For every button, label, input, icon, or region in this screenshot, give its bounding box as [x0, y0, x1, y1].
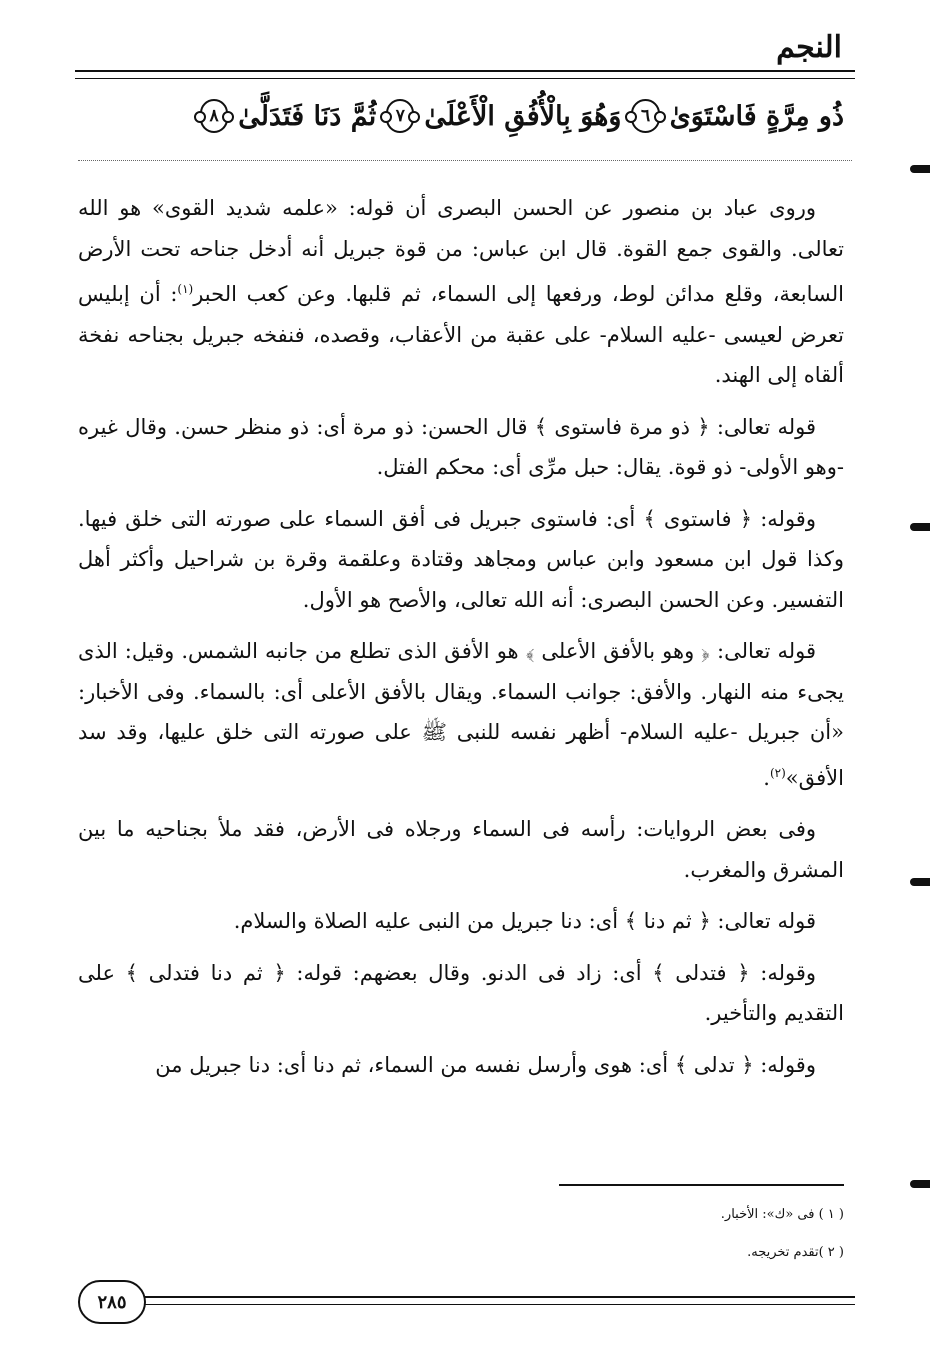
surah-title: النجم	[776, 30, 842, 65]
footnote-1: ( ١ ) فى «ك»: الأخبار.	[720, 1207, 844, 1222]
paragraph: قوله تعالى: ﴿ ذو مرة فاستوى ﴾ قال الحسن: ذو مرة أى: ذو منظر حسن. وقال غيره -وهو الأولى- ذو قوة. يقال: حبل مرِّى أى: محكم الفتل.	[78, 414, 844, 479]
header-rule	[75, 70, 855, 79]
page-number: ٢٨٥	[78, 1280, 146, 1324]
paragraph: وقوله: ﴿ تدلى ﴾ أى: هوى وأرسل نفسه من السماء، ثم دنا أى: دنا جبريل من	[155, 1052, 816, 1077]
paragraph: وفى بعض الروايات: رأسه فى السماء ورجلاه فى الأرض، فقد ملأ بجناحيه ما بين المشرق والمغرب.	[78, 817, 844, 882]
paragraph: وقوله: ﴿ فتدلى ﴾ أى: زاد فى الدنو. وقال بعضهم: قوله: ﴿ ثم دنا فتدلى ﴾ على التقديم والتأخير.	[78, 960, 844, 1025]
ayah-line	[200, 94, 844, 138]
footnote-2: ( ٢ )تقدم تخريجه.	[747, 1245, 844, 1260]
section-divider	[78, 160, 852, 161]
paragraph: وقوله: ﴿ فاستوى ﴾ أى: فاستوى جبريل فى أفق السماء على صورته التى خلق فيها. وكذا قول ابن مسعود وابن عباس ومجاهد وقتادة وعلقمة وقرة بن شراحيل وأكثر أهل التفسير. وعن الحسن البصرى: أنه الله تعالى، والأصح هو الأول.	[78, 506, 844, 612]
margin-mark	[910, 1180, 930, 1188]
ayah-text-6: ذُو مِرَّةٍ فَاسْتَوَىٰ	[669, 100, 844, 132]
paragraph	[78, 631, 844, 798]
margin-mark	[910, 165, 930, 173]
ayah-text-7: وَهُوَ بِالْأُفُقِ الْأَعْلَىٰ	[424, 100, 622, 132]
paragraph-text: .	[763, 765, 770, 790]
ayah-number-6: ٦	[631, 99, 659, 133]
margin-mark	[910, 878, 930, 886]
paragraph-text: قوله تعالى: ﴿ وهو بالأفق الأعلى ﴾ هو الأفق الذى تطلع من جانبه الشمس. وقيل: الذى يجىء منه النهار. والأفق: جوانب السماء. ويقال بالأفق الأعلى أى: بالسماء. وفى الأخبار: «أن جبريل -عليه السلام- أظهر نفسه للنبى ﷺ على صورته التى خلق عليها، وقد سد الأفق»	[78, 639, 844, 790]
footnote-rule	[559, 1184, 844, 1186]
paragraph-text: وروى عباد بن منصور عن الحسن البصرى أن قوله: «علمه شديد القوى» هو الله تعالى. والقوى جمع القوة. قال ابن عباس: من قوة جبريل أنه أدخل جناحه تحت الأرض السابعة، وقلع مدائن لوط، ورفعها إلى السماء، ثم قلبها. وعن كعب الحبر	[78, 196, 844, 306]
ayah-number-7: ٧	[386, 99, 414, 133]
ayah-number-8: ٨	[200, 99, 228, 133]
ayah-text-8: ثُمَّ دَنَا فَتَدَلَّىٰ	[238, 100, 377, 132]
margin-mark	[910, 523, 930, 531]
paragraph-text: : أن إبليس تعرض لعيسى -عليه السلام- على عقبة من الأعقاب، وقصده، فنفخه جبريل بجناحه نفخة ألقاه إلى الهند.	[78, 282, 844, 387]
footer-rule	[138, 1296, 855, 1305]
footnotes	[200, 1196, 844, 1272]
paragraph: قوله تعالى: ﴿ ثم دنا ﴾ أى: دنا جبريل من النبى عليه الصلاة والسلام.	[233, 909, 816, 933]
footnote-ref[interactable]: (٢)	[769, 765, 786, 780]
footnote-ref[interactable]: (١)	[177, 282, 194, 296]
paragraph	[78, 188, 844, 396]
commentary-text	[78, 188, 844, 1096]
